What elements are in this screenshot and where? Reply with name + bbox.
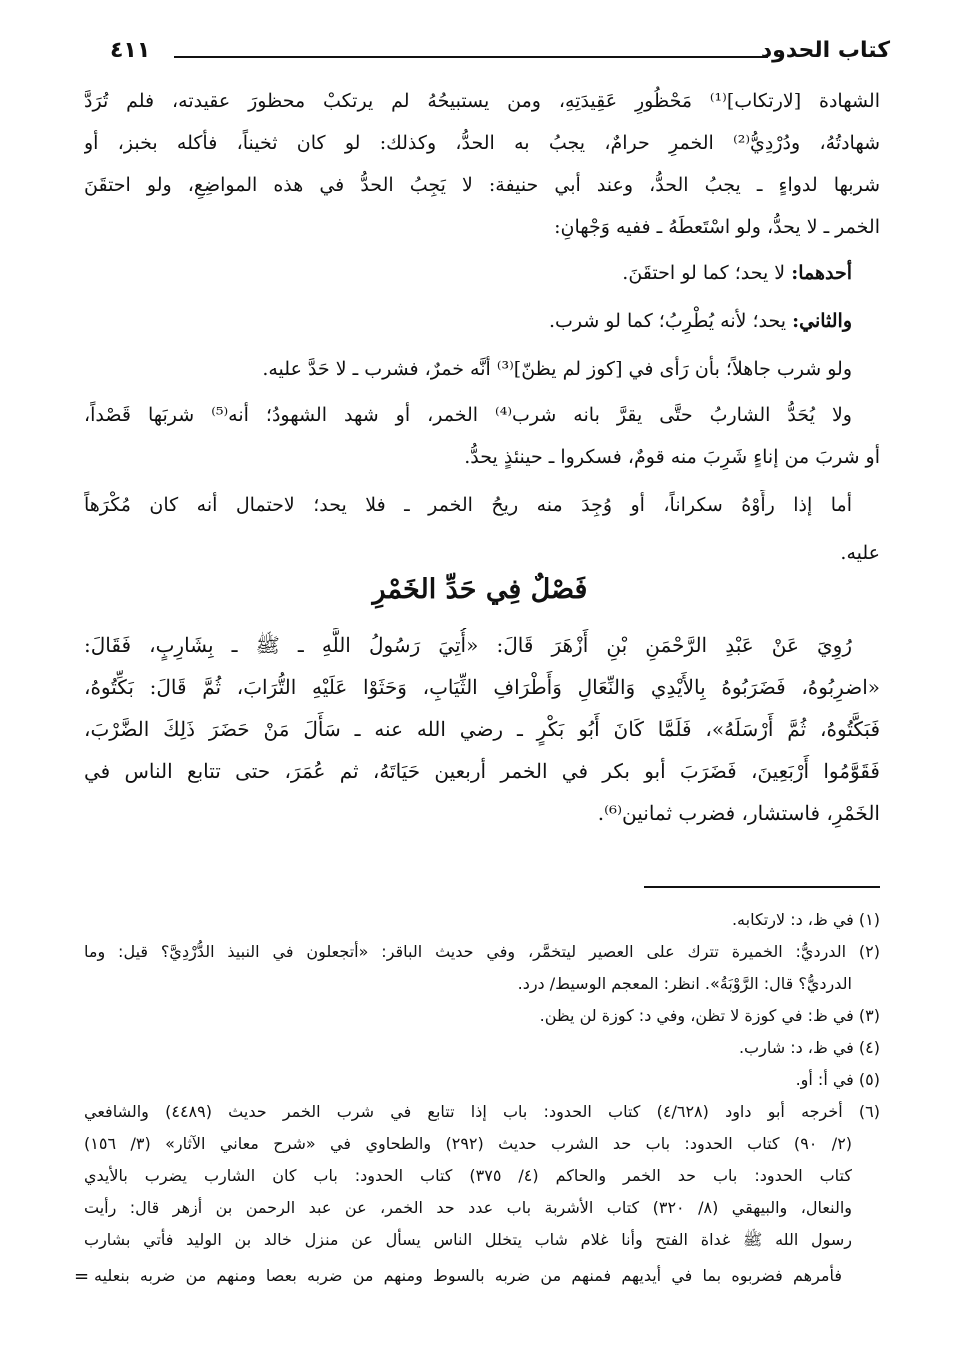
- opinion-text: يحد؛ لأنه يُطْرِبُ؛ كما لو شرب.: [548, 310, 793, 332]
- hadith-line: فَبَكَّتُوهُ، ثُمَّ أَرْسَلَهُ»، فَلَمَّا كَانَ أَبُو بَكْرٍ ـ رضي الله عنه ـ سَأَلَ مَنْ حَضَرَ ذَلِكَ الضَّرْبَ،: [84, 717, 880, 741]
- continuation-mark: =: [74, 1266, 90, 1287]
- hadith-line: فَقَوَّمُوا أَرْبَعِينَ، فَضَرَبَ أبو بكر في الخمر أربعين حَيَاتَهُ، ثم عُمَرَ، حتى تتابع الناس في: [84, 759, 880, 783]
- footnote: رسول الله ﷺ غداة الفتح وأنا غلام شاب يتخلل الناس يسأل عن منزل خالد بن الوليد فأتي بشارب: [84, 1230, 852, 1249]
- opinion-two: [84, 306, 852, 336]
- body-line: ولا يُحَدُّ الشاربُ حتَّى يقرَّ بانه شرب⁽⁴⁾ الخمر، أو شهد الشهودُ؛ أنه⁽⁵⁾ شربَها قَصْداً،: [84, 404, 852, 426]
- running-head: كتاب الحدود: [760, 38, 890, 63]
- opinion-label: أحدهما:: [791, 262, 852, 284]
- footnote: (٢) الدرديُّ: الخميرة تترك على العصير ليتخمَّر، وفي حديث الباقر: «أتجعلون في النبيذ الدُّرْدِيَّ؟ قيل: وما: [84, 942, 880, 961]
- footnote: (١) في ظ، د: لارتكابه.: [731, 910, 880, 929]
- page-number: ٤١١: [110, 38, 151, 63]
- footnote: (٢/ ٩٠) كتاب الحدود: باب حد الشرب حديث (٢٩٢) والطحاوي في «شرح معاني الآثار» (٣/ ١٥٦): [84, 1134, 852, 1153]
- opinion-one: [84, 258, 852, 288]
- footnote: الدرديُّ؟ قال: الرَّوْبَةُ». انظر: المعجم الوسيط/ درد.: [517, 974, 852, 993]
- body-line: عليه.: [840, 542, 880, 564]
- body-line: شهادتُهُ، ودُرْدِيُّ⁽²⁾ الخمرِ حرامٌ، يجبُ به الحدُّ، وكذلك: لو كان ثخيناً، فأكله بخبز، أو: [84, 132, 880, 154]
- page-header: [110, 34, 890, 74]
- footnote: والنعال، والبيهقي (٨/ ٣٢٠) كتاب الأشربة باب عدد حد الخمر، عن عبد الرحمن بن أزهر قال: رأيت: [84, 1198, 852, 1217]
- hadith-line: «اضرِبُوهُ، فَضَرَبُوهُ بِالأَيْدِي وَالنِّعَالِ وَأَطْرَافِ الثِّيَابِ، وَحَثَوْا عَلَيْهِ التُّرَابَ، ثُمَّ قَالَ: بَكِّتُوهُ،: [84, 675, 880, 699]
- body-line: أما إذا رأَوْهُ سكراناً، أو وُجِدَ منه ريحُ الخمر ـ فلا يحد؛ لاحتمال أنه كان مُكْرَهاً: [84, 494, 852, 516]
- header-rule: [174, 56, 768, 58]
- footnote: فأمرهم فضربوه بما في أيديهم فمنهم من ضربه بالسوط ومنهم من ضربه بعصا ومنهم من ضربه بنعليه: [94, 1266, 842, 1285]
- opinion-label: والثاني:: [792, 310, 852, 332]
- body-line: ولو شرب جاهلاً؛ بأن رَأى في [كوز لم يظنّ]⁽³⁾ أنَّه خمرٌ، فشرب ـ لا حَدَّ عليه.: [262, 358, 852, 380]
- footnote: (٥) في أ: أو.: [795, 1070, 880, 1089]
- footnote: (٣) في ظ: في كوزة لا تظن، وفي د: كوزة لن يظن.: [539, 1006, 880, 1025]
- body-line: الخمر ـ لا يحدُّ، ولو اسْتَعطَهُ ـ ففيه وَجْهانِ:: [554, 216, 880, 238]
- body-line: الشهادة [لارتكاب]⁽¹⁾ مَحْظُورِ عَقِيدَتِهِ، ومن يستبيحُهُ لم يرتكبْ محظورَ عقيدته، فلم تُرَدَّ: [84, 90, 880, 112]
- footnote-separator: [644, 886, 880, 888]
- body-line: أو شربَ من إناءٍ شَرِبَ منه قومٌ، فسكروا ـ حينئذٍ يحدُّ.: [464, 446, 880, 468]
- footnote: كتاب الحدود: باب حد الخمر والحاكم (٤/ ٣٧٥) كتاب الحدود: باب كان الشارب يضرب بالأيدي: [84, 1166, 852, 1185]
- opinion-text: لا يحد؛ كما لو احتقَنَ.: [622, 262, 792, 284]
- body-line: شربها لدواءٍ ـ يجبُ الحدُّ، وعند أبي حنيفة: لا يَجِبُ الحدُّ في هذه المواضِعِ، ولو احتقَنَ: [84, 174, 880, 196]
- footnote: (٦) أخرجه أبو داود (٤/٦٢٨) كتاب الحدود: باب إذا تتابع في شرب الخمر حديث (٤٤٨٩) والشافعي: [84, 1102, 880, 1121]
- hadith-line: رُوِيَ عَنْ عَبْدِ الرَّحْمَنِ بْنِ أَزْهَرَ قَالَ: «أُتِيَ رَسُولُ اللَّهِ ـ ﷺ ـ بِشَارِبٍ، فَقَالَ:: [84, 633, 852, 657]
- hadith-line: الخَمْرِ، فاستشار، فضرب ثمانين⁽⁶⁾.: [597, 801, 880, 825]
- section-title: فَصْلٌ فِي حَدِّ الخَمْرِ: [372, 574, 588, 605]
- footnote: (٤) في ظ، د: شارب.: [738, 1038, 880, 1057]
